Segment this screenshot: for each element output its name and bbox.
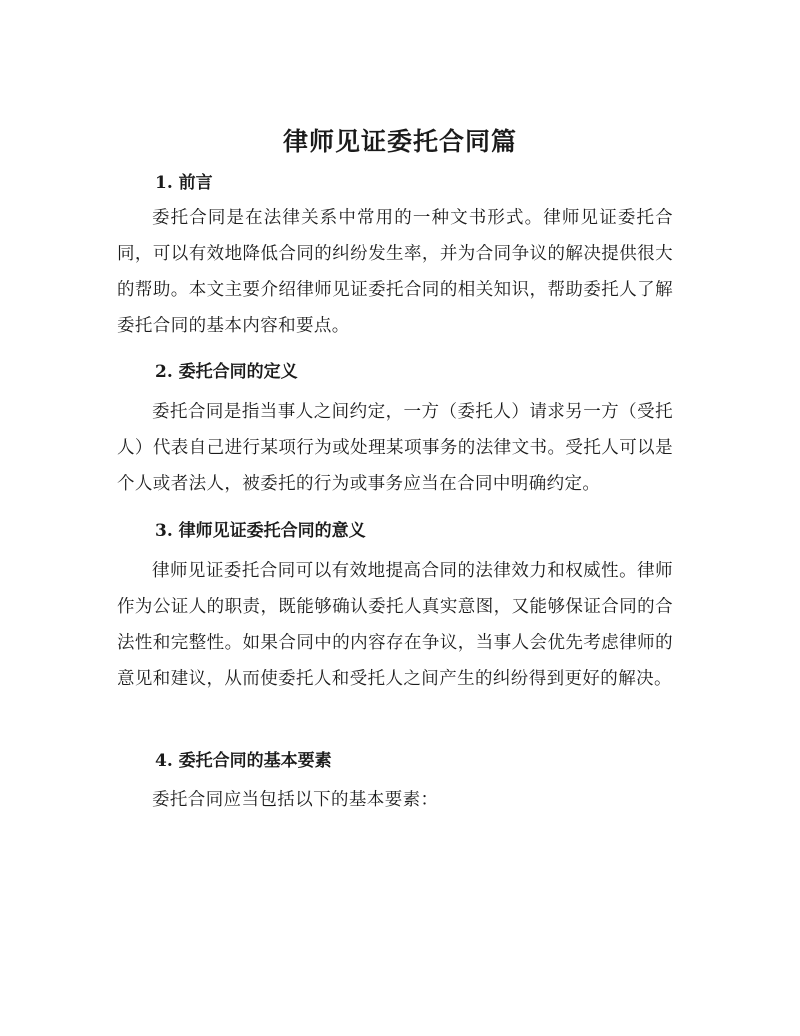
section-body-preface: 委托合同是在法律关系中常用的一种文书形式。律师见证委托合同，可以有效地降低合同的纠纷发生率，并为合同争议的解决提供很大的帮助。本文主要介绍律师见证委托合同的相关知识，帮助委托人了解委托合同的基本内容和要点。 — [117, 208, 673, 336]
document-title: 律师见证委托合同篇 — [282, 127, 517, 156]
section-heading-significance: 3. 律师见证委托合同的意义 — [155, 521, 366, 541]
section-body-significance: 律师见证委托合同可以有效地提高合同的法律效力和权威性。律师作为公证人的职责，既能够确认委托人真实意图，又能够保证合同的合法性和完整性。如果合同中的内容存在争议，当事人会优先考虑律师的意见和建议，从而使委托人和受托人之间产生的纠纷得到更好的解决。 — [117, 561, 673, 689]
section-body-elements: 委托合同应当包括以下的基本要素： — [152, 790, 439, 810]
section-body-definition: 委托合同是指当事人之间约定，一方（委托人）请求另一方（受托人）代表自己进行某项行为或处理某项事务的法律文书。受托人可以是个人或者法人，被委托的行为或事务应当在合同中明确约定。 — [117, 402, 673, 494]
section-heading-preface: 1. 前言 — [155, 173, 213, 193]
section-heading-elements: 4. 委托合同的基本要素 — [155, 751, 332, 771]
section-heading-definition: 2. 委托合同的定义 — [155, 362, 298, 382]
